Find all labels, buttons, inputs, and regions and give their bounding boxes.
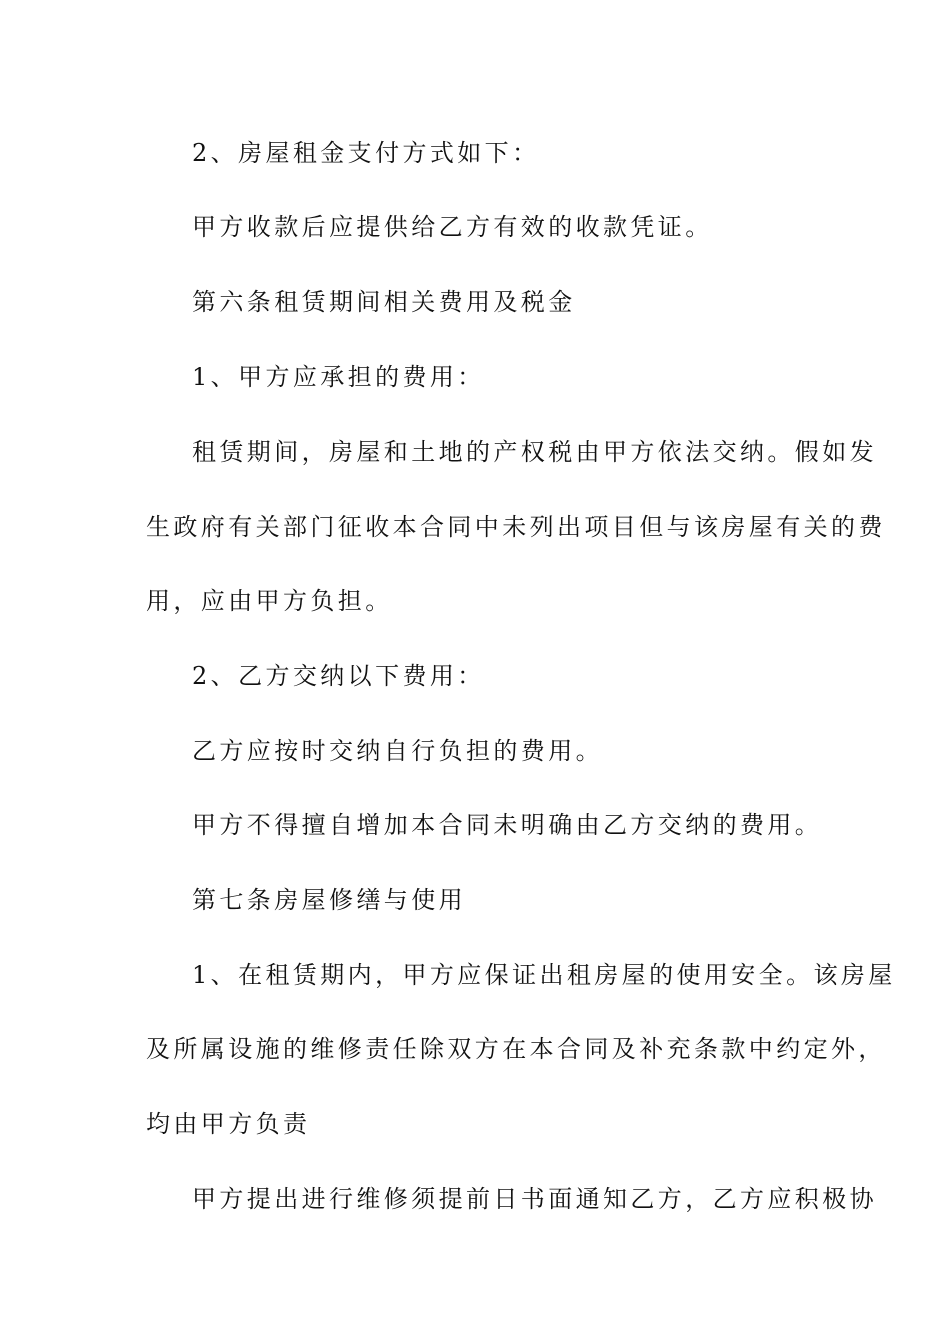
paragraph-line: 租赁期间，房屋和土地的产权税由甲方依法交纳。假如发 (192, 438, 877, 466)
paragraph-line: 及所属设施的维修责任除双方在本合同及补充条款中约定外， (146, 1035, 886, 1063)
paragraph-line: 2、乙方交纳以下费用： (192, 662, 485, 690)
paragraph-line: 2、房屋租金支付方式如下： (192, 139, 540, 167)
section-heading: 第六条租赁期间相关费用及税金 (192, 288, 576, 316)
paragraph-line: 甲方收款后应提供给乙方有效的收款凭证。 (192, 213, 713, 241)
section-heading: 第七条房屋修缮与使用 (192, 886, 466, 914)
paragraph-line: 1、甲方应承担的费用： (192, 363, 485, 391)
paragraph-line: 乙方应按时交纳自行负担的费用。 (192, 737, 603, 765)
paragraph-line: 生政府有关部门征收本合同中未列出项目但与该房屋有关的费 (146, 513, 886, 541)
paragraph-line: 甲方不得擅自增加本合同未明确由乙方交纳的费用。 (192, 811, 823, 839)
paragraph-line: 甲方提出进行维修须提前日书面通知乙方，乙方应积极协 (192, 1185, 877, 1213)
paragraph-line: 1、在租赁期内，甲方应保证出租房屋的使用安全。该房屋 (192, 961, 896, 989)
paragraph-line: 用，应由甲方负担。 (146, 587, 393, 615)
paragraph-line: 均由甲方负责 (146, 1110, 311, 1138)
